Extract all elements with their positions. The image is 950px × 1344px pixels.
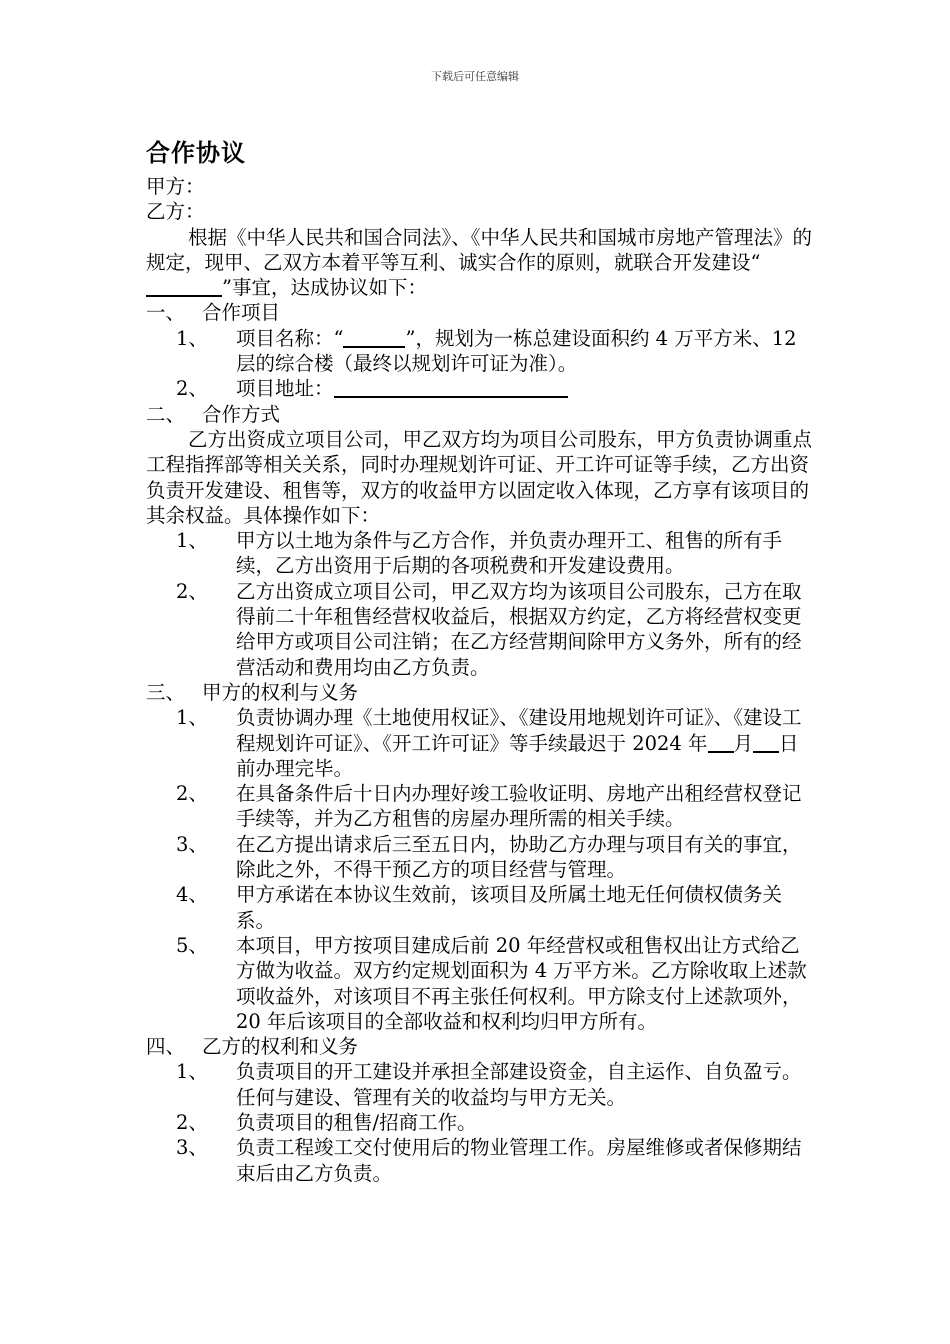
list-item bbox=[146, 1135, 812, 1186]
section-number: 二、 bbox=[146, 402, 186, 426]
item-number: 3、 bbox=[176, 832, 208, 856]
list-item bbox=[146, 882, 812, 933]
section-heading bbox=[146, 680, 812, 705]
section-number: 一、 bbox=[146, 301, 186, 325]
list-item bbox=[146, 528, 812, 579]
section-heading bbox=[146, 300, 812, 325]
item-text: 甲方承诺在本协议生效前，该项目及所属土地无任何债权债务关系。 bbox=[236, 883, 783, 932]
item-number: 1、 bbox=[176, 529, 208, 553]
item-number: 4、 bbox=[176, 883, 208, 907]
item-text: 负责工程竣工交付使用后的物业管理工作。房屋维修或者保修期结束后由乙方负责。 bbox=[236, 1136, 802, 1185]
item-text-part: 负责协调办理《土地使用权证》、《建设用地规划许可证》、《建设工程规划许可证》、《开工许可证》等手续最迟于 2024 年 bbox=[236, 706, 802, 755]
list-item bbox=[146, 933, 812, 1034]
item-number: 1、 bbox=[176, 326, 208, 350]
page-header-note: 下载后可任意编辑 bbox=[431, 70, 519, 83]
section-heading bbox=[146, 402, 812, 427]
item-number: 2、 bbox=[176, 579, 208, 603]
list-item bbox=[146, 1110, 812, 1135]
section-title: 合作方式 bbox=[202, 402, 281, 426]
item-number: 2、 bbox=[176, 782, 208, 806]
item-text-part: 月 bbox=[733, 731, 754, 755]
item-number: 1、 bbox=[176, 706, 208, 730]
cooperation-paragraph: 乙方出资成立项目公司，甲乙双方均为项目公司股东，甲方负责协调重点工程指挥部等相关关系，同时办理规划许可证、开工许可证等手续，乙方出资负责开发建设、租售等，双方的收益甲方以固定收入体现，乙方享有该项目的其余权益。具体操作如下： bbox=[146, 427, 813, 527]
item-text: 负责项目的开工建设并承担全部建设资金，自主运作、自负盈亏。任何与建设、管理有关的收益均与甲方无关。 bbox=[236, 1060, 802, 1109]
section-heading bbox=[146, 1034, 812, 1059]
item-text: 负责项目的租售/招商工作。 bbox=[236, 1110, 477, 1134]
list-item bbox=[146, 326, 812, 377]
section-number: 三、 bbox=[146, 680, 186, 704]
item-text: 乙方出资成立项目公司，甲乙双方均为该项目公司股东，己方在取得前二十年租售经营权收益后，根据双方约定，乙方将经营权变更给甲方或项目公司注销；在乙方经营期间除甲方义务外，所有的经营活动和费用均由乙方负责。 bbox=[236, 579, 802, 679]
document-title: 合作协议 bbox=[146, 138, 246, 167]
list-item bbox=[146, 832, 812, 883]
section-number: 四、 bbox=[146, 1035, 186, 1059]
item-text: 甲方以土地为条件与乙方合作，并负责办理开工、租售的所有手续，乙方出资用于后期的各项税费和开发建设费用。 bbox=[236, 529, 783, 578]
section-title: 乙方的权利和义务 bbox=[202, 1035, 359, 1059]
item-text: 在乙方提出请求后三至五日内，协助乙方办理与项目有关的事宜，除此之外，不得干预乙方的项目经营与管理。 bbox=[236, 832, 802, 882]
project-name-blank bbox=[343, 326, 405, 348]
item-text: 本项目，甲方按项目建成后前 20 年经营权或租售权出让方式给乙方做为收益。双方约定规划面积为 4 万平方米。乙方除收取上述款项收益外，对该项目不再主张任何权利。甲方除支付上述款项外，20 年后该项目的全部收益和权利均归甲方所有。 bbox=[236, 933, 807, 1033]
item-text bbox=[236, 376, 812, 401]
section-title: 甲方的权利与义务 bbox=[202, 680, 359, 704]
item-number: 5、 bbox=[176, 933, 208, 957]
item-text-part: 日前办理完毕。 bbox=[236, 731, 799, 780]
list-item bbox=[146, 579, 812, 680]
day-blank bbox=[753, 731, 779, 753]
intro-text-1: 根据《中华人民共和国合同法》、《中华人民共和国城市房地产管理法》的规定，现甲、乙双方本着平等互利、诚实合作的原则，就联合开发建设“ bbox=[146, 225, 813, 274]
item-text-part: 项目名称：“ bbox=[236, 326, 344, 350]
month-blank bbox=[708, 731, 734, 753]
list-item bbox=[146, 781, 812, 832]
intro-text-2: ”事宜，达成协议如下： bbox=[222, 276, 427, 300]
project-name-blank bbox=[146, 275, 222, 297]
section-title: 合作项目 bbox=[202, 301, 281, 325]
project-address-blank bbox=[334, 376, 568, 398]
item-number: 2、 bbox=[176, 377, 208, 401]
list-item bbox=[146, 1059, 812, 1110]
party-b-line: 乙方： bbox=[146, 200, 205, 224]
item-text bbox=[236, 326, 812, 377]
item-number: 2、 bbox=[176, 1110, 208, 1134]
list-item bbox=[146, 376, 812, 401]
item-number: 3、 bbox=[176, 1136, 208, 1160]
list-item bbox=[146, 705, 812, 781]
document-body bbox=[146, 174, 812, 1186]
intro-paragraph bbox=[146, 225, 812, 301]
item-text bbox=[236, 705, 812, 781]
item-text-part: ”，规划为一栋总建设面积约 4 万平方米、12 层的综合楼（最终以规划许可证为准）。 bbox=[236, 326, 797, 376]
item-text-part: 项目地址： bbox=[236, 377, 334, 401]
item-number: 1、 bbox=[176, 1060, 208, 1084]
item-text: 在具备条件后十日内办理好竣工验收证明、房地产出租经营权登记手续等，并为乙方租售的房屋办理所需的相关手续。 bbox=[236, 782, 802, 831]
party-a-line: 甲方： bbox=[146, 175, 205, 198]
